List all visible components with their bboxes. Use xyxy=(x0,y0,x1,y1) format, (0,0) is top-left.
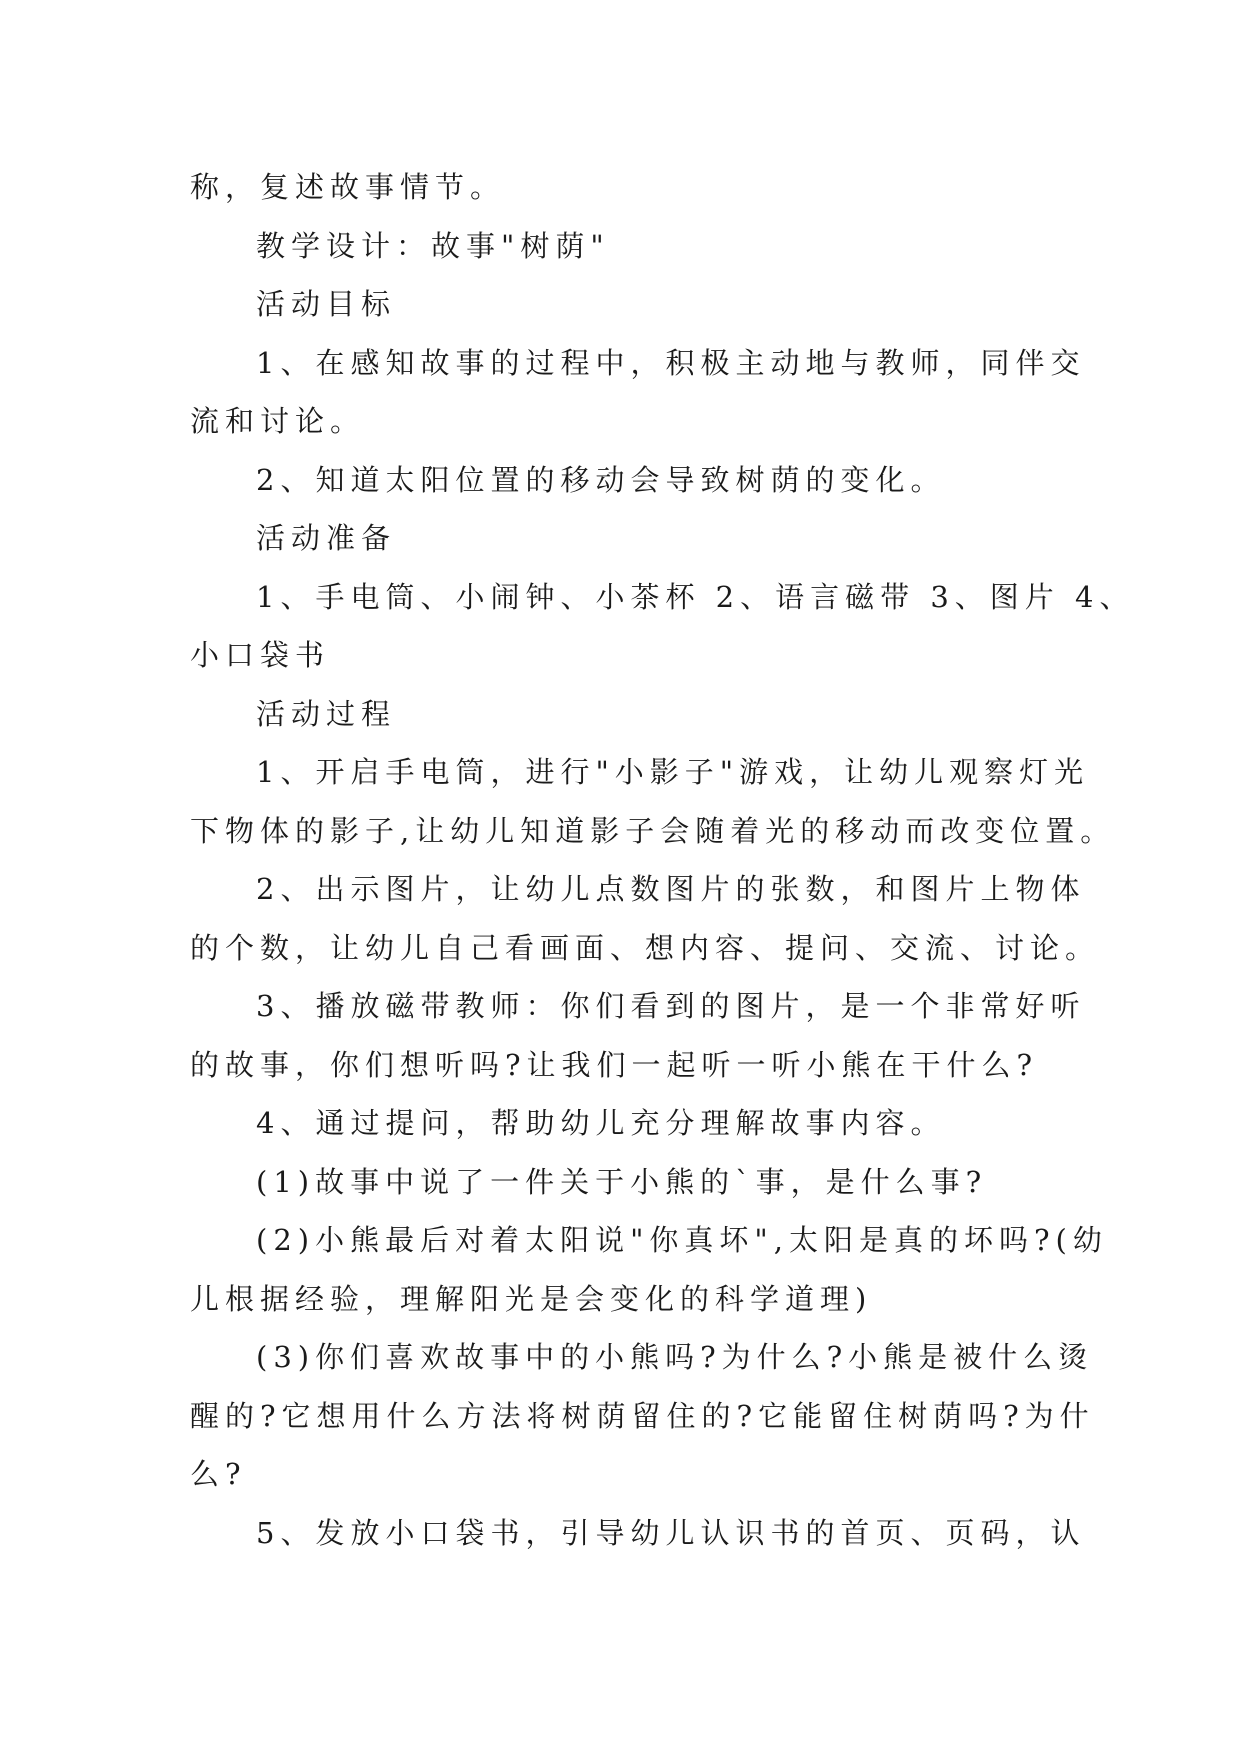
text-line: (1)故事中说了一件关于小熊的`事，是什么事? xyxy=(256,1164,988,1199)
section-heading: 活动目标 xyxy=(256,287,397,321)
text-line: (3)你们喜欢故事中的小熊吗?为什么?小熊是被什么烫 xyxy=(256,1340,1094,1374)
text-line: 1、手电筒、小闹钟、小茶杯 2、语言磁带 3、图片 4、 xyxy=(256,579,1135,614)
text-line: 儿根据经验，理解阳光是会变化的科学道理) xyxy=(190,1281,873,1316)
text-line: 小口袋书 xyxy=(190,638,331,672)
text-line: 5、发放小口袋书，引导幼儿认识书的首页、页码，认 xyxy=(256,1515,1086,1550)
text-line: 1、开启手电筒，进行"小影子"游戏，让幼儿观察灯光 xyxy=(256,755,1090,789)
section-title: 教学设计：故事"树荫" xyxy=(256,228,610,263)
text-line: 的故事，你们想听吗?让我们一起听一听小熊在干什么? xyxy=(190,1047,1039,1082)
text-line: (2)小熊最后对着太阳说"你真坏",太阳是真的坏吗?(幼 xyxy=(256,1223,1108,1257)
text-line: 的个数，让幼儿自己看画面、想内容、提问、交流、讨论。 xyxy=(190,930,1101,965)
document-body xyxy=(190,158,1135,1562)
text-line: 下物体的影子,让幼儿知道影子会随着光的移动而改变位置。 xyxy=(190,813,1116,848)
text-line: 2、出示图片，让幼儿点数图片的张数，和图片上物体 xyxy=(256,872,1086,906)
text-line: 醒的?它想用什么方法将树荫留住的?它能留住树荫吗?为什 xyxy=(190,1398,1095,1433)
text-line: 4、通过提问，帮助幼儿充分理解故事内容。 xyxy=(256,1106,946,1140)
text-line: 称，复述故事情节。 xyxy=(190,170,506,204)
text-line: 么? xyxy=(190,1457,247,1491)
text-line: 2、知道太阳位置的移动会导致树荫的变化。 xyxy=(256,462,946,497)
text-line: 1、在感知故事的过程中，积极主动地与教师，同伴交 xyxy=(256,345,1086,380)
section-heading: 活动过程 xyxy=(256,696,397,731)
section-heading: 活动准备 xyxy=(256,521,397,555)
text-line: 3、播放磁带教师：你们看到的图片，是一个非常好听 xyxy=(256,989,1086,1023)
text-line: 流和讨论。 xyxy=(190,404,366,438)
